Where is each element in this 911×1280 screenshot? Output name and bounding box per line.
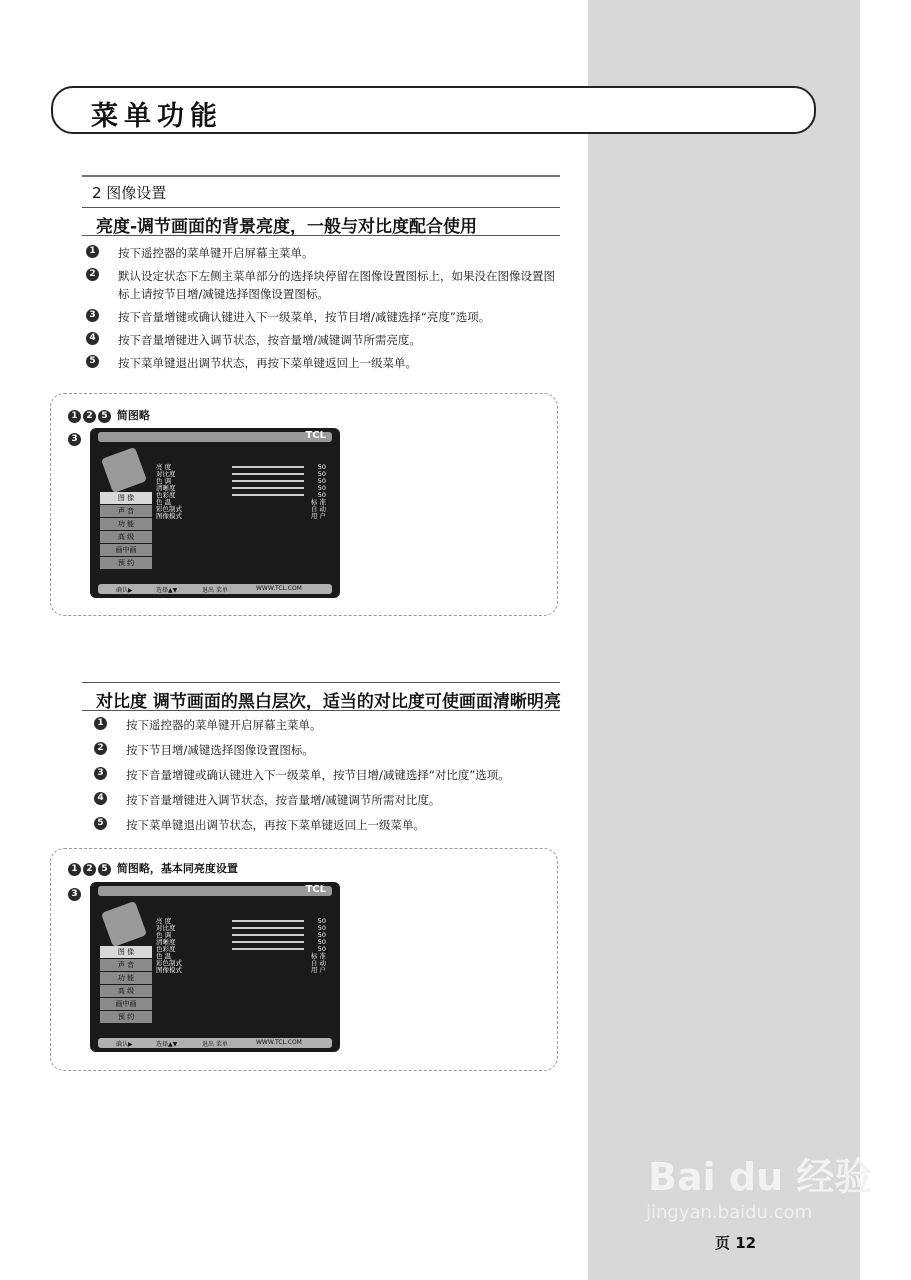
tab-pip: 画中画 xyxy=(100,998,152,1010)
row-label: 彩色制式 xyxy=(156,505,182,513)
list-item xyxy=(86,308,562,326)
osd-row xyxy=(156,492,326,499)
row-label: 色彩度 xyxy=(156,491,176,499)
divider xyxy=(82,710,560,711)
osd-row xyxy=(156,967,326,974)
page-number: 页 12 xyxy=(715,1234,757,1252)
chapter-title: 菜单功能 xyxy=(91,101,223,132)
row-label: 色彩度 xyxy=(156,945,176,953)
osd-row xyxy=(156,464,326,471)
footer-hint: WWW.TCL.COM xyxy=(256,585,302,592)
step-number: 2 xyxy=(83,410,96,423)
step-number: 1 xyxy=(94,717,107,730)
tab-picture: 图 像 xyxy=(100,492,152,504)
step-text: 按下菜单键退出调节状态，再按下菜单键返回上一级菜单。 xyxy=(118,356,417,370)
list-item xyxy=(94,716,564,734)
osd-footer-bar xyxy=(98,1038,332,1048)
list-item xyxy=(86,244,562,262)
slider-bar xyxy=(232,920,304,922)
slider-bar xyxy=(232,473,304,475)
step-number: 3 xyxy=(68,888,81,901)
step-number: 3 xyxy=(94,767,107,780)
step-number: 5 xyxy=(98,410,111,423)
row-label: 图像模式 xyxy=(156,512,182,520)
step-number: 4 xyxy=(94,792,107,805)
list-item xyxy=(94,766,564,784)
tab-advanced: 高 级 xyxy=(100,985,152,997)
baidu-watermark: Bai du 经验 xyxy=(648,1155,873,1199)
slider-bar xyxy=(232,948,304,950)
step-number: 3 xyxy=(86,309,99,322)
row-label: 图像模式 xyxy=(156,966,182,974)
osd-row xyxy=(156,932,326,939)
diagram-note xyxy=(68,407,150,423)
osd-row xyxy=(156,939,326,946)
osd-row xyxy=(156,946,326,953)
tab-pip: 画中画 xyxy=(100,544,152,556)
footer-hint: 退出 菜单 xyxy=(202,1041,228,1048)
row-value: 50 xyxy=(317,945,326,953)
section-title-contrast: 对比度 调节画面的黑白层次，适当的对比度可使画面清晰明亮 xyxy=(96,692,561,712)
osd-row xyxy=(156,485,326,492)
footer-hint: 选择▲▼ xyxy=(156,1041,178,1048)
osd-menu-tabs xyxy=(100,492,152,570)
footer-hint: WWW.TCL.COM xyxy=(256,1039,302,1046)
row-value: 自 动 xyxy=(310,505,326,513)
list-item xyxy=(94,816,564,834)
step-number: 2 xyxy=(86,268,99,281)
step-text: 按下菜单键退出调节状态，再按下菜单键返回上一级菜单。 xyxy=(126,818,425,832)
tab-sound: 声 音 xyxy=(100,505,152,517)
step-number: 4 xyxy=(86,332,99,345)
contrast-steps xyxy=(94,716,564,834)
step-number: 2 xyxy=(94,742,107,755)
row-value: 50 xyxy=(317,938,326,946)
row-label: 色 调 xyxy=(156,477,172,485)
step-number: 2 xyxy=(83,863,96,876)
picture-settings-icon xyxy=(101,901,147,947)
osd-settings-list xyxy=(156,464,326,520)
divider xyxy=(82,235,560,236)
tab-picture: 图 像 xyxy=(100,946,152,958)
list-item xyxy=(94,791,564,809)
row-label: 对比度 xyxy=(156,470,176,478)
osd-settings-list xyxy=(156,918,326,974)
note-text: 简图略，基本同亮度设置 xyxy=(116,862,238,875)
tab-function: 功 能 xyxy=(100,972,152,984)
row-label: 色 温 xyxy=(156,952,172,960)
slider-bar xyxy=(232,487,304,489)
list-item xyxy=(86,331,562,349)
brand-logo: TCL xyxy=(305,884,326,895)
step-number: 5 xyxy=(98,863,111,876)
osd-row xyxy=(156,478,326,485)
osd-header-bar xyxy=(98,886,332,896)
row-label: 亮 度 xyxy=(156,463,172,471)
row-value: 50 xyxy=(317,477,326,485)
row-label: 清晰度 xyxy=(156,938,176,946)
slider-bar xyxy=(232,494,304,496)
row-label: 色 调 xyxy=(156,931,172,939)
footer-hint: 退出 菜单 xyxy=(202,587,228,594)
step-number: 5 xyxy=(86,355,99,368)
step-number: 1 xyxy=(68,410,81,423)
diagram-label xyxy=(68,887,83,901)
right-margin-panel xyxy=(588,0,860,1280)
watermark-url: jingyan.baidu.com xyxy=(646,1202,813,1223)
slider-bar xyxy=(232,927,304,929)
picture-settings-icon xyxy=(101,447,147,493)
section-title-brightness: 亮度-调节画面的背景亮度，一般与对比度配合使用 xyxy=(96,217,478,237)
divider xyxy=(82,682,560,683)
tab-schedule: 预 约 xyxy=(100,557,152,569)
step-text: 按下遥控器的菜单键开启屏幕主菜单。 xyxy=(118,246,314,260)
osd-menu-tabs xyxy=(100,946,152,1024)
list-item xyxy=(86,267,562,303)
footer-hint: 选择▲▼ xyxy=(156,587,178,594)
step-number: 1 xyxy=(86,245,99,258)
slider-bar xyxy=(232,941,304,943)
list-item xyxy=(94,741,564,759)
tv-menu-screenshot xyxy=(90,428,340,598)
tv-menu-screenshot xyxy=(90,882,340,1052)
step-text: 按下音量增键或确认键进入下一级菜单，按节目增/减键选择“对比度”选项。 xyxy=(126,768,510,782)
note-text: 简图略 xyxy=(116,409,150,422)
row-value: 50 xyxy=(317,484,326,492)
slider-bar xyxy=(232,466,304,468)
row-label: 清晰度 xyxy=(156,484,176,492)
row-value: 标 准 xyxy=(310,952,326,960)
osd-footer-bar xyxy=(98,584,332,594)
section-number: 2 图像设置 xyxy=(92,184,167,202)
diagram-note xyxy=(68,860,238,876)
step-text: 按下遥控器的菜单键开启屏幕主菜单。 xyxy=(126,718,322,732)
row-label: 色 温 xyxy=(156,498,172,506)
step-text: 按下音量增键或确认键进入下一级菜单，按节目增/减键选择“亮度”选项。 xyxy=(118,310,491,324)
row-value: 50 xyxy=(317,931,326,939)
step-text: 默认设定状态下左侧主菜单部分的选择块停留在图像设置图标上，如果没在图像设置图标上请按节目增/减键选择图像设置图标。 xyxy=(118,269,555,301)
row-value: 自 动 xyxy=(310,959,326,967)
row-value: 50 xyxy=(317,924,326,932)
osd-row xyxy=(156,471,326,478)
slider-bar xyxy=(232,480,304,482)
osd-row xyxy=(156,513,326,520)
tab-advanced: 高 级 xyxy=(100,531,152,543)
tab-function: 功 能 xyxy=(100,518,152,530)
row-value: 用 户 xyxy=(310,966,326,974)
chapter-title-box xyxy=(51,86,816,134)
step-number: 5 xyxy=(94,817,107,830)
step-number: 3 xyxy=(68,433,81,446)
divider xyxy=(82,207,560,208)
brightness-steps xyxy=(86,244,562,372)
row-value: 50 xyxy=(317,470,326,478)
row-value: 50 xyxy=(317,491,326,499)
slider-bar xyxy=(232,934,304,936)
step-number: 1 xyxy=(68,863,81,876)
row-label: 对比度 xyxy=(156,924,176,932)
tab-schedule: 预 约 xyxy=(100,1011,152,1023)
footer-hint: 确认▶ xyxy=(116,1041,133,1048)
osd-row xyxy=(156,925,326,932)
brand-logo: TCL xyxy=(305,430,326,441)
tab-sound: 声 音 xyxy=(100,959,152,971)
step-text: 按下音量增键进入调节状态，按音量增/减键调节所需对比度。 xyxy=(126,793,441,807)
row-value: 50 xyxy=(317,463,326,471)
row-value: 用 户 xyxy=(310,512,326,520)
footer-hint: 确认▶ xyxy=(116,587,133,594)
row-label: 亮 度 xyxy=(156,917,172,925)
row-value: 标 准 xyxy=(310,498,326,506)
list-item xyxy=(86,354,562,372)
divider xyxy=(82,175,560,177)
diagram-label xyxy=(68,432,83,446)
osd-row xyxy=(156,918,326,925)
step-text: 按下音量增键进入调节状态，按音量增/减键调节所需亮度。 xyxy=(118,333,421,347)
step-text: 按下节目增/减键选择图像设置图标。 xyxy=(126,743,314,757)
row-label: 彩色制式 xyxy=(156,959,182,967)
osd-header-bar xyxy=(98,432,332,442)
row-value: 50 xyxy=(317,917,326,925)
